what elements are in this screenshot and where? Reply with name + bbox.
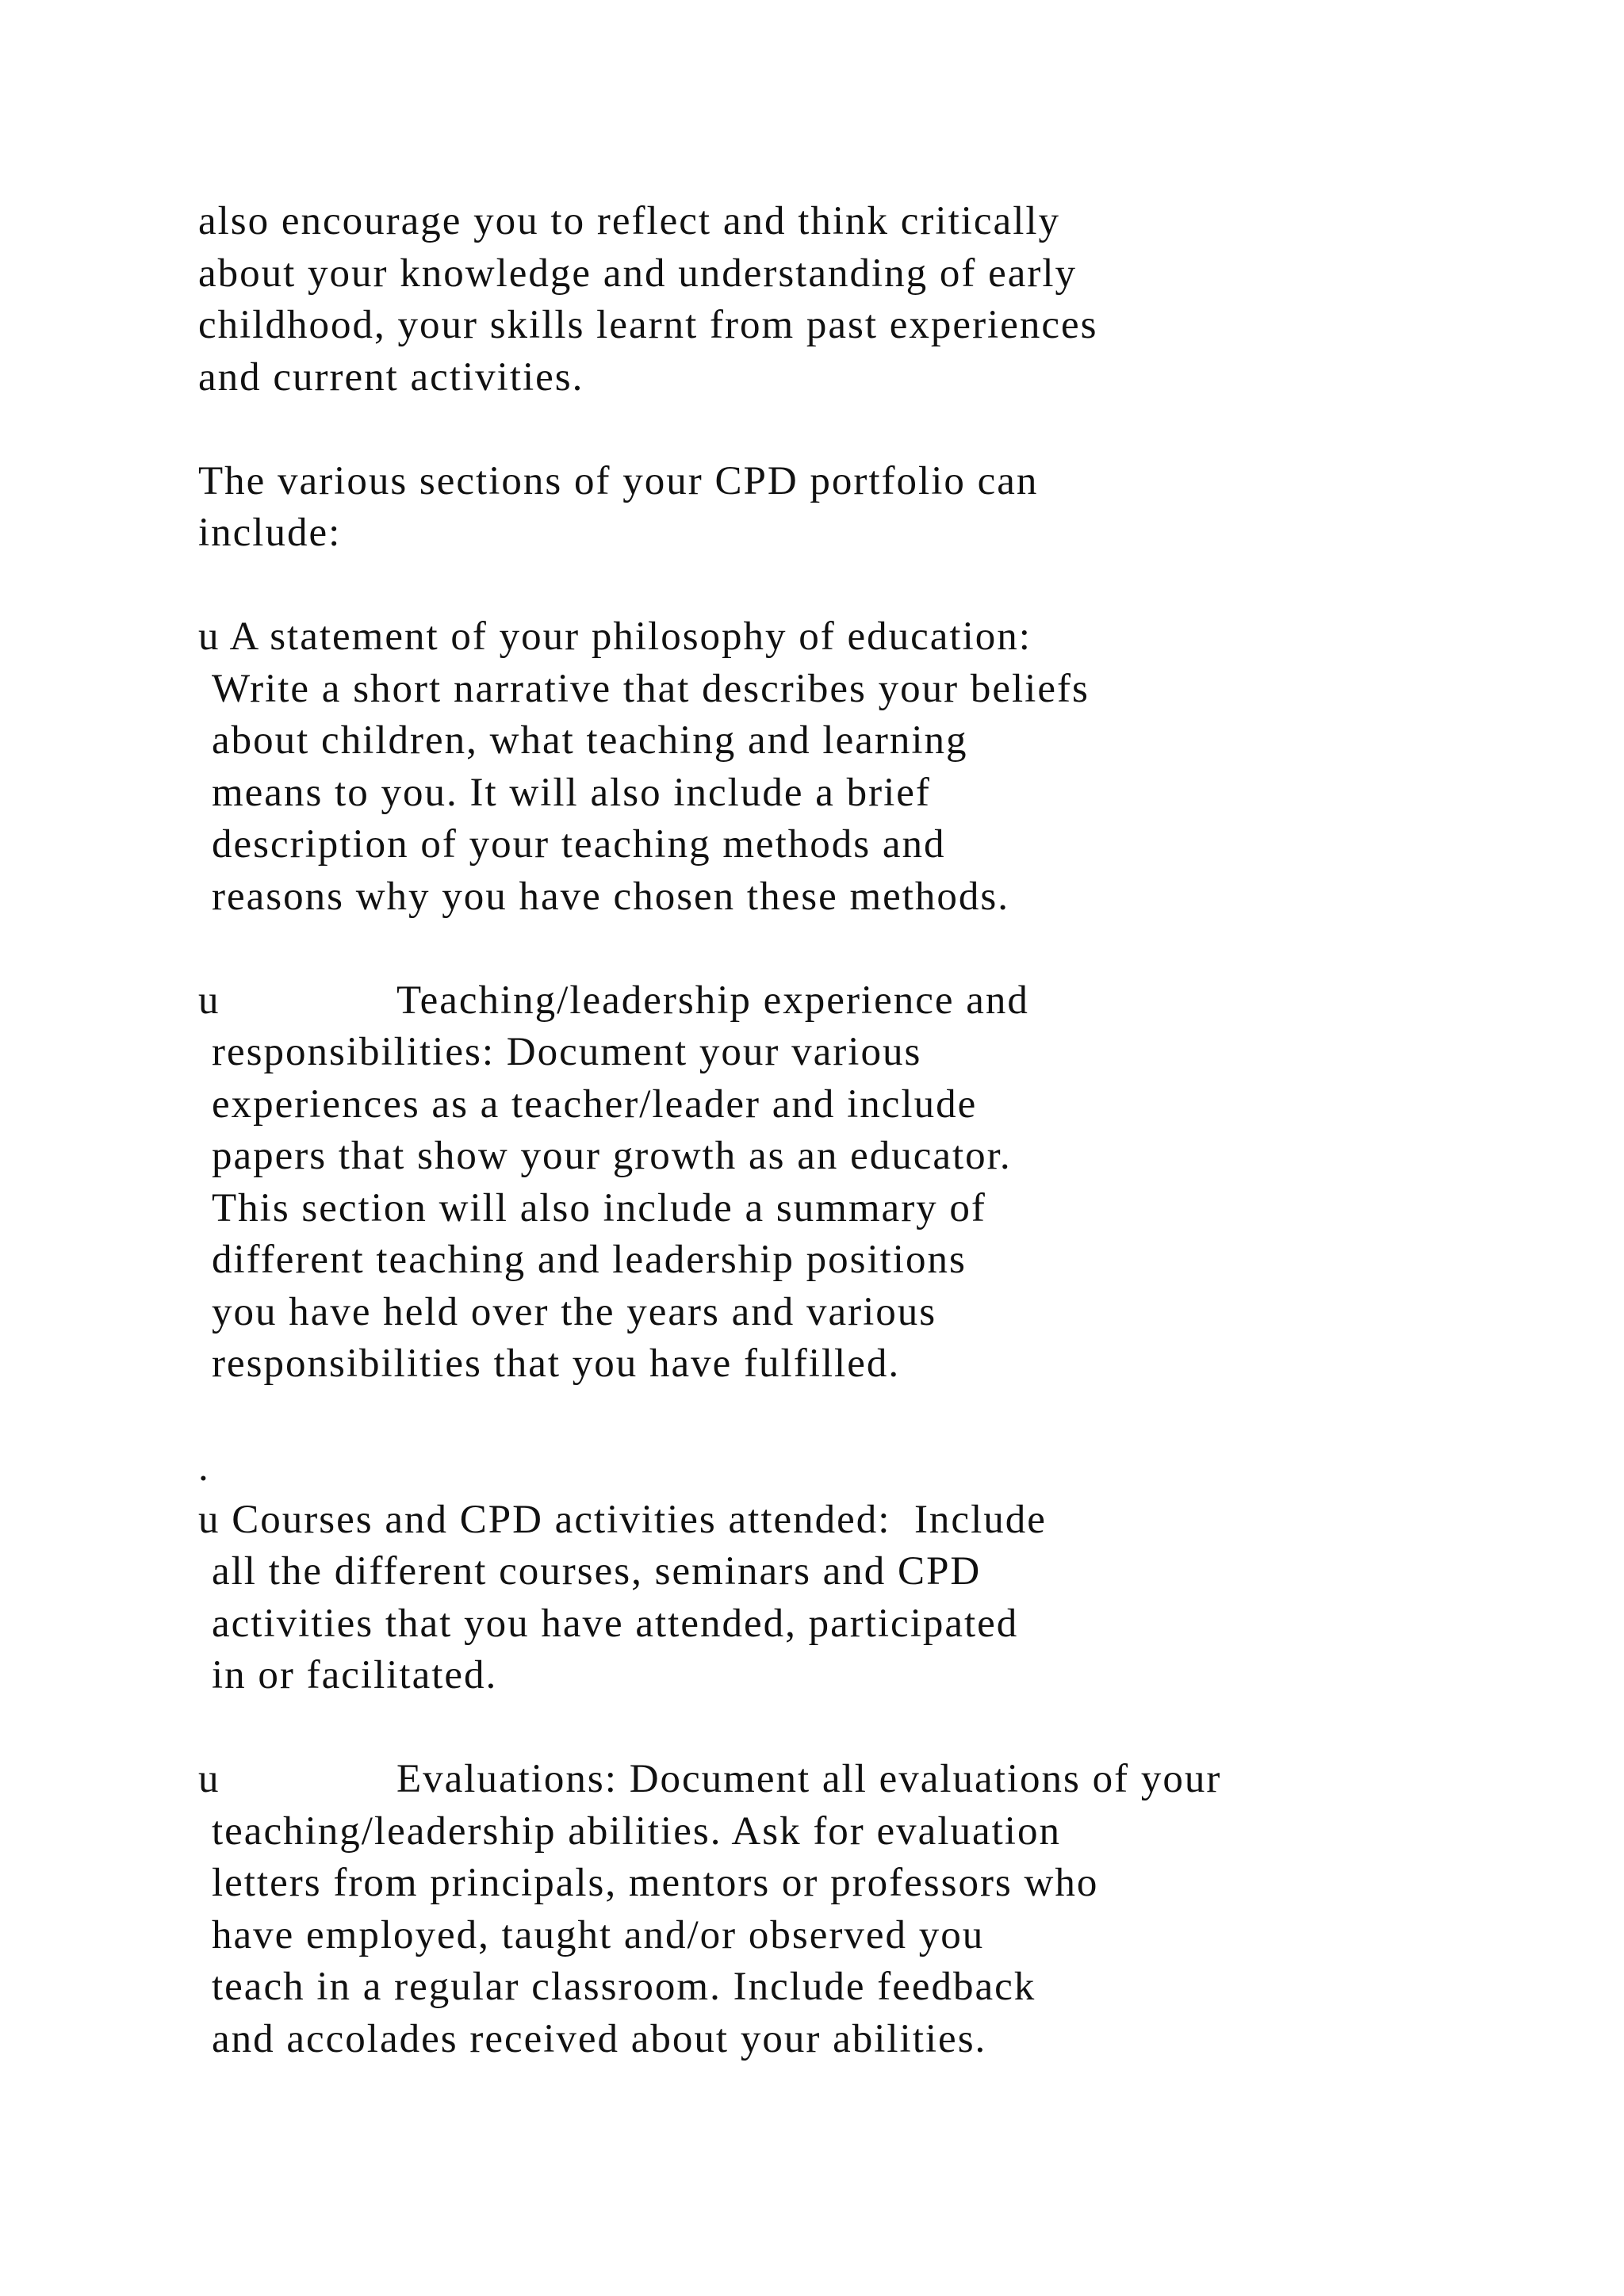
teaching-line: This section will also include a summary of (212, 1185, 986, 1230)
bullet-marker: u (198, 978, 220, 1023)
evaluations-line: teach in a regular classroom. Include feedback (212, 1965, 1036, 2009)
sections-intro-line: include: (198, 511, 342, 555)
courses-heading: Courses and CPD activities attended: Include (232, 1497, 1047, 1542)
philosophy-line: reasons why you have chosen these methods. (212, 874, 1010, 919)
bullet-marker: u (198, 1757, 220, 1801)
paragraph-gap (198, 1702, 1586, 1755)
courses-item (198, 1494, 1586, 1702)
sections-intro-line: The various sections of your CPD portfolio can (198, 458, 1039, 503)
bullet-marker: u (198, 614, 220, 659)
bullet-marker: u (198, 1497, 220, 1542)
evaluations-first-line (198, 1754, 1586, 1806)
paragraph-gap (198, 1391, 1586, 1443)
evaluations-line: and accolades received about your abilities. (212, 2016, 987, 2061)
teaching-line: papers that show your growth as an educator. (212, 1134, 1012, 1178)
teaching-line: responsibilities: Document your various (212, 1030, 922, 1074)
evaluations-item (198, 1754, 1586, 2065)
intro-paragraph (198, 196, 1586, 404)
evaluations-line: have employed, taught and/or observed you (212, 1912, 985, 1957)
evaluations-line: letters from principals, mentors or professors who (212, 1861, 1099, 1905)
evaluations-line: teaching/leadership abilities. Ask for evaluation (212, 1808, 1061, 1854)
evaluations-heading: Evaluations: Document all evaluations of your (396, 1757, 1222, 1801)
teaching-line: experiences as a teacher/leader and include (212, 1081, 978, 1127)
stray-dot: . (198, 1445, 210, 1490)
courses-line: in or facilitated. (212, 1653, 498, 1697)
courses-line: all the different courses, seminars and CPD (212, 1549, 982, 1594)
philosophy-line: description of your teaching methods and (212, 822, 946, 867)
intro-line: also encourage you to reflect and think critically (198, 199, 1061, 243)
paragraph-gap (198, 923, 1586, 975)
sections-intro-paragraph (198, 456, 1586, 560)
intro-line: about your knowledge and understanding of early (198, 251, 1078, 296)
teaching-heading: Teaching/leadership experience and (396, 978, 1029, 1023)
paragraph-gap (198, 404, 1586, 456)
document-body (198, 196, 1586, 2065)
teaching-line: you have held over the years and various (212, 1289, 937, 1334)
courses-first-line (198, 1494, 1586, 1547)
teaching-line: responsibilities that you have fulfilled. (212, 1341, 901, 1386)
philosophy-line: Write a short narrative that describes your beliefs (212, 666, 1090, 711)
philosophy-first-line (198, 611, 1586, 664)
intro-line: childhood, your skills learnt from past experiences (198, 303, 1098, 347)
philosophy-heading: A statement of your philosophy of education: (229, 614, 1032, 659)
teaching-item (198, 975, 1586, 1391)
teaching-line: different teaching and leadership positions (212, 1238, 967, 1282)
philosophy-item (198, 611, 1586, 923)
philosophy-line: about children, what teaching and learning (212, 718, 968, 763)
philosophy-line: means to you. It will also include a brief (212, 770, 931, 815)
intro-line: and current activities. (198, 354, 584, 400)
paragraph-gap (198, 560, 1586, 612)
teaching-first-line (198, 975, 1586, 1027)
courses-line: activities that you have attended, participated (212, 1601, 1019, 1646)
